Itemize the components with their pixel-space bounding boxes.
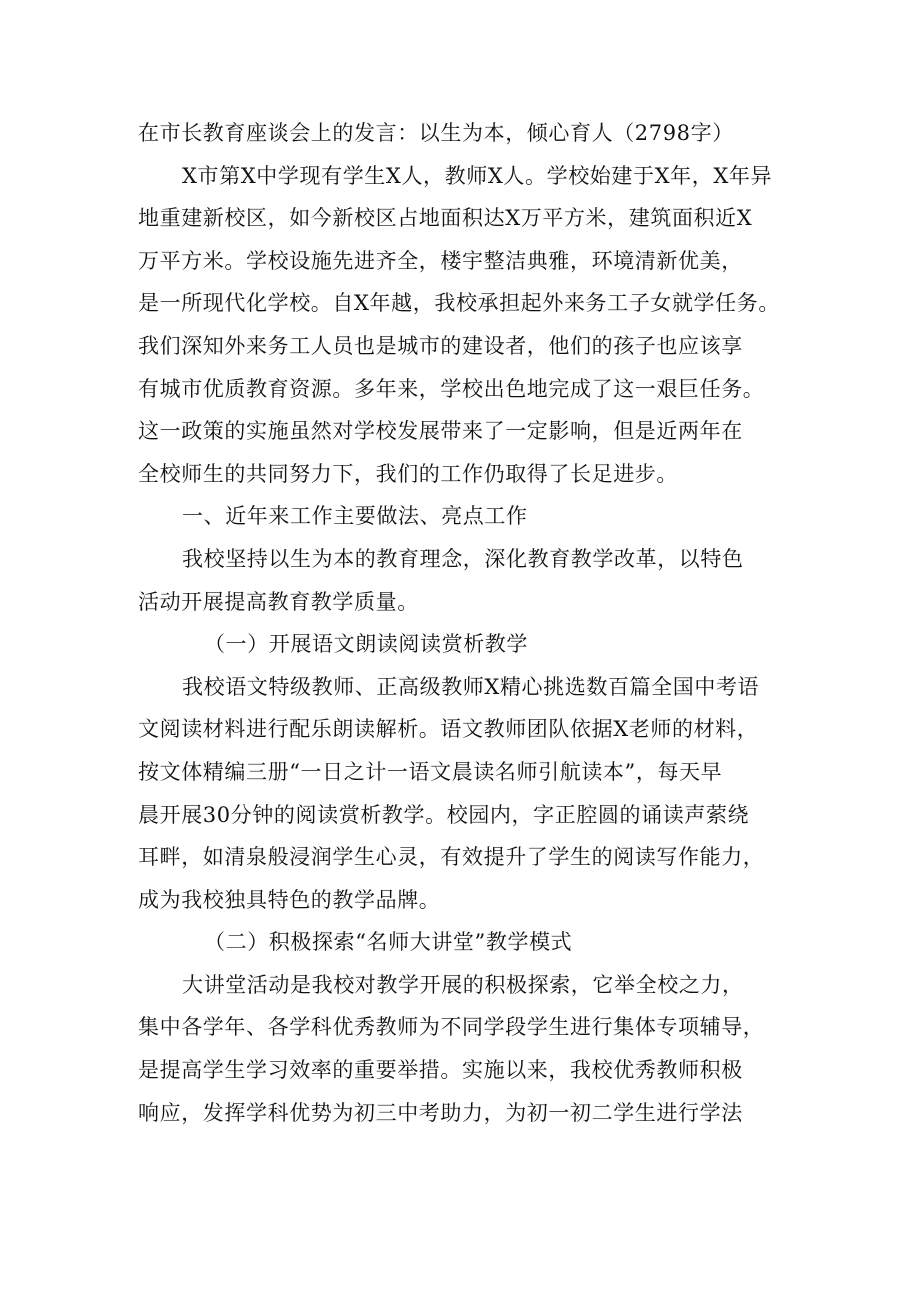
paragraph-line: 活动开展提高教育教学质量。 [138,589,419,614]
paragraph-line: X市第X中学现有学生X人，教师X人。学校始建于X年，X年异 [182,163,773,188]
document-title: 在市长教育座谈会上的发言：以生为本，倾心育人（2798字） [138,121,734,145]
paragraph-line: 按文体精编三册“一日之计一语文晨读名师引航读本”，每天早 [138,759,723,784]
paragraph-line: 我校语文特级教师、正高级教师X精心挑选数百篇全国中考语 [182,674,760,699]
paragraph-line: 文阅读材料进行配乐朗读解析。语文教师团队依据X老师的材料， [138,717,759,742]
paragraph-line: 我校坚持以生为本的教育理念，深化教育教学改革，以特色 [182,546,744,571]
paragraph-line: 我们深知外来务工人员也是城市的建设者，他们的孩子也应该享 [138,333,743,358]
paragraph-line: 是提高学生学习效率的重要举措。实施以来，我校优秀教师积极 [138,1058,743,1083]
paragraph-line: 地重建新校区，如今新校区占地面积达X万平方米，建筑面积近X [138,206,753,231]
paragraph-line: 全校师生的共同努力下，我们的工作仍取得了长足进步。 [138,461,678,486]
paragraph-line: 耳畔，如清泉般浸润学生心灵，有效提升了学生的阅读写作能力， [138,845,765,870]
paragraph-line: 这一政策的实施虽然对学校发展带来了一定影响，但是近两年在 [138,419,743,444]
paragraph-line: 有城市优质教育资源。多年来，学校出色地完成了这一艰巨任务。 [138,376,765,401]
paragraph-line: 万平方米。学校设施先进齐全，楼宇整洁典雅，环境清新优美， [138,248,743,273]
paragraph-line: 晨开展30分钟的阅读赏析教学。校园内，字正腔圆的诵读声萦绕 [138,802,750,827]
paragraph-line: 响应，发挥学科优势为初三中考助力，为初一初二学生进行学法 [138,1100,743,1125]
document-body [138,112,798,1134]
subsection-heading: （二）积极探索“名师大讲堂”教学模式 [204,930,573,955]
subsection-heading: （一）开展语文朗读阅读赏析教学 [204,632,528,657]
paragraph-line: 成为我校独具特色的教学品牌。 [138,887,441,912]
section-heading: 一、近年来工作主要做法、亮点工作 [182,504,528,529]
paragraph-line: 是一所现代化学校。自X年越，我校承担起外来务工子女就学任务。 [138,291,780,316]
paragraph-line: 集中各学年、各学科优秀教师为不同学段学生进行集体专项辅导， [138,1015,765,1040]
paragraph-line: 大讲堂活动是我校对教学开展的积极探索，它举全校之力， [182,972,744,997]
